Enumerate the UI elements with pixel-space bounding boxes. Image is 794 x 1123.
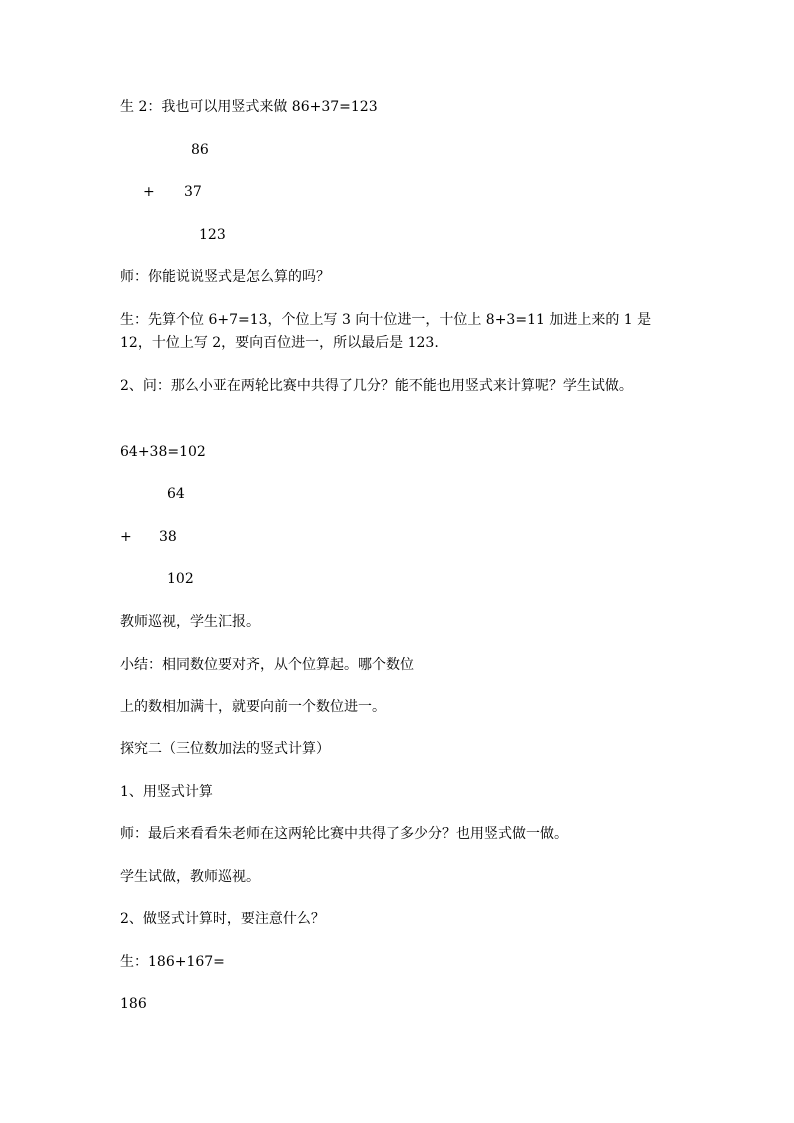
- summary-line-1: 小结：相同数位要对齐，从个位算起。哪个数位: [120, 657, 414, 673]
- step-2-question: 2、做竖式计算时，要注意什么？: [120, 911, 325, 927]
- calc1-top-number: 86: [191, 142, 209, 158]
- calc2-bottom-number: 38: [159, 529, 177, 545]
- teacher-question-line: 师：你能说说竖式是怎么算的吗？: [120, 269, 330, 285]
- summary-line-2: 上的数相加满十，就要向前一个数位进一。: [120, 699, 386, 715]
- exploration-2-heading: 探究二（三位数加法的竖式计算）: [120, 741, 330, 757]
- number-186: 186: [120, 996, 147, 1012]
- calc2-top-number: 64: [167, 486, 185, 502]
- equation-64-38: 64+38=102: [120, 444, 206, 460]
- teacher-patrol-line: 教师巡视，学生汇报。: [120, 614, 260, 630]
- student-2-line: 生 2：我也可以用竖式来做 86+37=123: [120, 99, 378, 115]
- calc2-result: 102: [167, 571, 194, 587]
- calc2-plus-sign: +: [120, 529, 132, 545]
- calc1-plus-sign: +: [143, 184, 155, 200]
- students-try-line: 学生试做，教师巡视。: [120, 869, 260, 885]
- teacher-final-question-line: 师：最后来看看朱老师在这两轮比赛中共得了多少分？也用竖式做一做。: [120, 826, 568, 842]
- calc1-result: 123: [199, 227, 226, 243]
- question-2-paragraph: 2、问：那么小亚在两轮比赛中共得了几分？能不能也用竖式来计算呢？学生试做。: [120, 378, 633, 394]
- student-equation-line: 生：186+167=: [120, 954, 225, 970]
- student-explanation-paragraph: 生：先算个位 6+7=13，个位上写 3 向十位进一，十位上 8+3=11 加进上来的 1 是 12，十位上写 2，要向百位进一，所以最后是 123.: [120, 312, 652, 351]
- calc1-bottom-number: 37: [184, 184, 202, 200]
- step-1-heading: 1、用竖式计算: [120, 784, 213, 800]
